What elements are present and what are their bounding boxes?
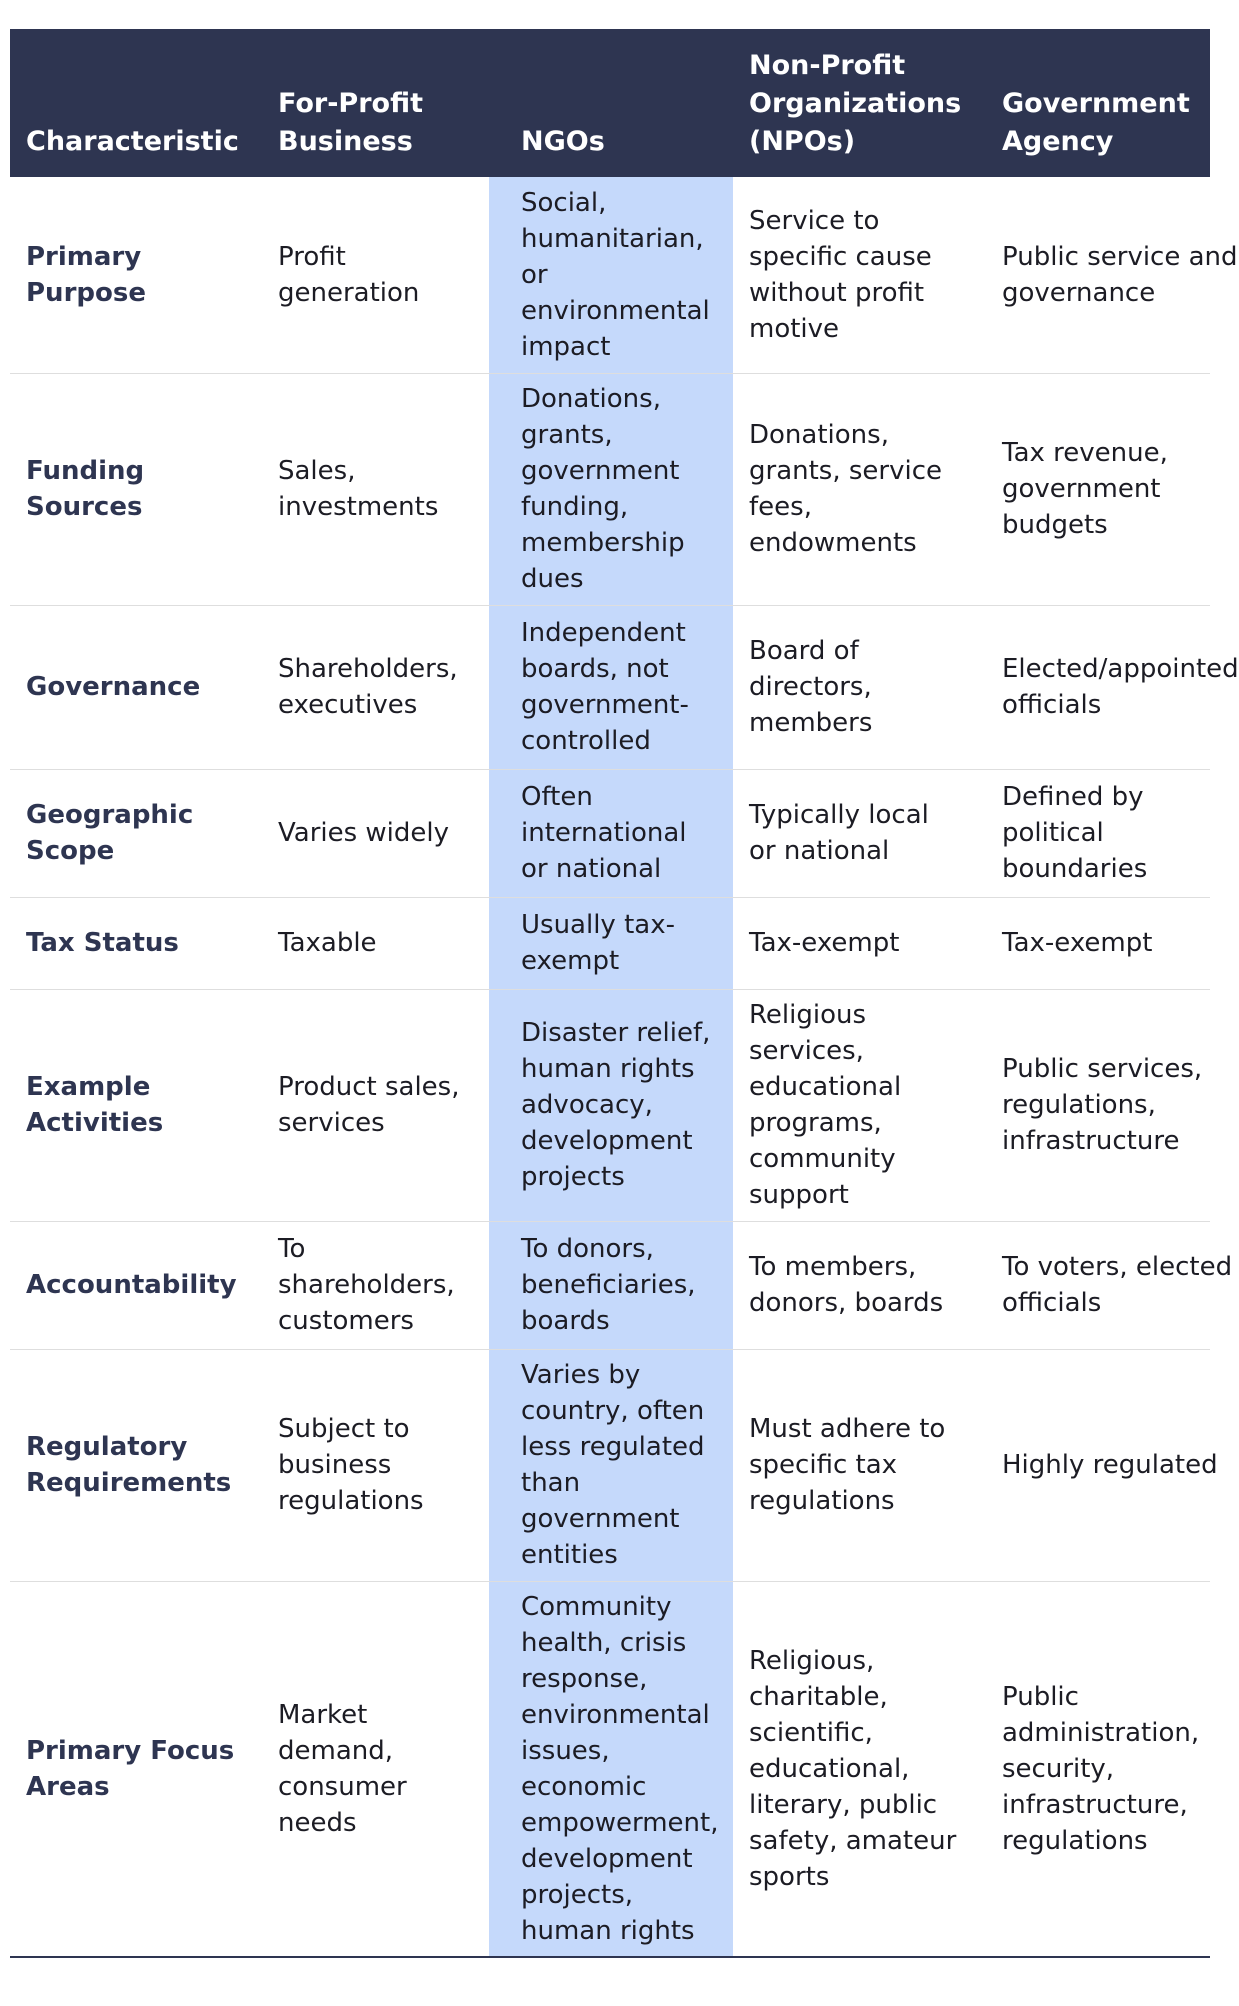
table-row (10, 897, 1210, 989)
cell-ngos: Often international or national (489, 769, 733, 897)
table-row (10, 1581, 1210, 1957)
cell-government (986, 177, 1238, 373)
row-characteristic: Governance (10, 605, 262, 769)
cell-government (986, 373, 1210, 605)
table-row (10, 989, 1210, 1221)
header-characteristic: Characteristic (26, 126, 239, 157)
cell-government (986, 769, 1210, 897)
row-characteristic: Example Activities (10, 989, 262, 1221)
cell-for-profit: Profit generation (262, 177, 489, 373)
header-government: Government Agency (1002, 88, 1190, 157)
row-characteristic: Geographic Scope (10, 769, 262, 897)
cell-government-line: budgets (1002, 510, 1108, 540)
cell-government-line: officials (1002, 690, 1102, 720)
cell-npos: Tax-exempt (733, 897, 986, 989)
cell-government-line: Public (1002, 1681, 1079, 1712)
table-row (10, 1221, 1210, 1349)
cell-for-profit: Market demand, consumer needs (262, 1581, 489, 1957)
cell-government (986, 989, 1210, 1221)
cell-government-line: Public service and (1002, 241, 1238, 272)
table-row (10, 373, 1210, 605)
cell-government-line: regulations, (1002, 1090, 1156, 1120)
table-body (10, 177, 1239, 1957)
cell-government (986, 1349, 1218, 1581)
cell-government-line: Defined by (1002, 782, 1144, 812)
cell-for-profit: To shareholders, customers (262, 1221, 489, 1349)
cell-for-profit: Shareholders, executives (262, 605, 489, 769)
cell-ngos: Independent boards, not government-controlled (489, 605, 733, 769)
header-row (10, 29, 1210, 177)
cell-government (986, 1581, 1210, 1957)
cell-government (986, 1221, 1233, 1349)
cell-ngos: Community health, crisis response, environmental issues, economic empowerment, development projects, human rights (489, 1581, 733, 1957)
cell-for-profit: Varies widely (262, 769, 489, 897)
table-row (10, 769, 1210, 897)
comparison-table (10, 29, 1239, 1958)
cell-npos: Religious, charitable, scientific, educational, literary, public safety, amateur sports (733, 1581, 986, 1957)
cell-government-line: regulations (1002, 1825, 1148, 1856)
cell-government-line: infrastructure, (1002, 1789, 1188, 1820)
table-row (10, 177, 1210, 373)
row-characteristic: Funding Sources (10, 373, 262, 605)
cell-npos: Typically local or national (733, 769, 986, 897)
cell-government-line: political (1002, 818, 1104, 848)
cell-ngos: Social, humanitarian, or environmental impact (489, 177, 733, 373)
row-characteristic: Regulatory Requirements (10, 1349, 262, 1581)
cell-npos: Must adhere to specific tax regulations (733, 1349, 986, 1581)
cell-npos: Board of directors, members (733, 605, 986, 769)
cell-for-profit: Sales, investments (262, 373, 489, 605)
cell-ngos: Varies by country, often less regulated than government entities (489, 1349, 733, 1581)
cell-for-profit: Taxable (262, 897, 489, 989)
cell-ngos: Disaster relief, human rights advocacy, development projects (489, 989, 733, 1221)
row-characteristic: Tax Status (10, 897, 262, 989)
header-for-profit: For-Profit Business (278, 88, 423, 157)
cell-ngos: Usually tax-exempt (489, 897, 733, 989)
cell-for-profit: Subject to business regulations (262, 1349, 489, 1581)
row-characteristic: Primary Purpose (10, 177, 262, 373)
cell-npos: Donations, grants, service fees, endowments (733, 373, 986, 605)
cell-government-line: boundaries (1002, 854, 1148, 884)
comparison-table-container (10, 29, 1239, 1958)
table-header (10, 29, 1210, 177)
cell-government-line: government (1002, 474, 1161, 504)
cell-government-line: Tax-exempt (1002, 928, 1153, 958)
row-characteristic: Accountability (10, 1221, 262, 1349)
cell-government (986, 605, 1239, 769)
header-npos: Non-Profit Organizations (NPOs) (749, 50, 962, 157)
table-row (10, 605, 1210, 769)
cell-npos: Service to specific cause without profit motive (733, 177, 986, 373)
table-row (10, 1349, 1210, 1581)
cell-ngos: To donors, beneficiaries, boards (489, 1221, 733, 1349)
cell-government-line: security, (1002, 1753, 1115, 1784)
cell-government-line: administration, (1002, 1717, 1200, 1748)
cell-government-line: infrastructure (1002, 1126, 1180, 1156)
cell-government-line: Highly regulated (1002, 1450, 1218, 1480)
header-ngos: NGOs (521, 126, 605, 157)
cell-government-line: Public services, (1002, 1054, 1203, 1084)
cell-government-line: To voters, elected (1002, 1252, 1233, 1282)
cell-for-profit: Product sales, services (262, 989, 489, 1221)
cell-government-line: Elected/appointed (1002, 654, 1239, 684)
cell-government-line: governance (1002, 277, 1156, 308)
cell-government-line: Tax revenue, (1002, 438, 1168, 468)
cell-npos: To members, donors, boards (733, 1221, 986, 1349)
cell-npos: Religious services, educational programs, community support (733, 989, 986, 1221)
cell-government (986, 897, 1210, 989)
cell-ngos: Donations, grants, government funding, membership dues (489, 373, 733, 605)
row-characteristic: Primary Focus Areas (10, 1581, 262, 1957)
cell-government-line: officials (1002, 1288, 1102, 1318)
